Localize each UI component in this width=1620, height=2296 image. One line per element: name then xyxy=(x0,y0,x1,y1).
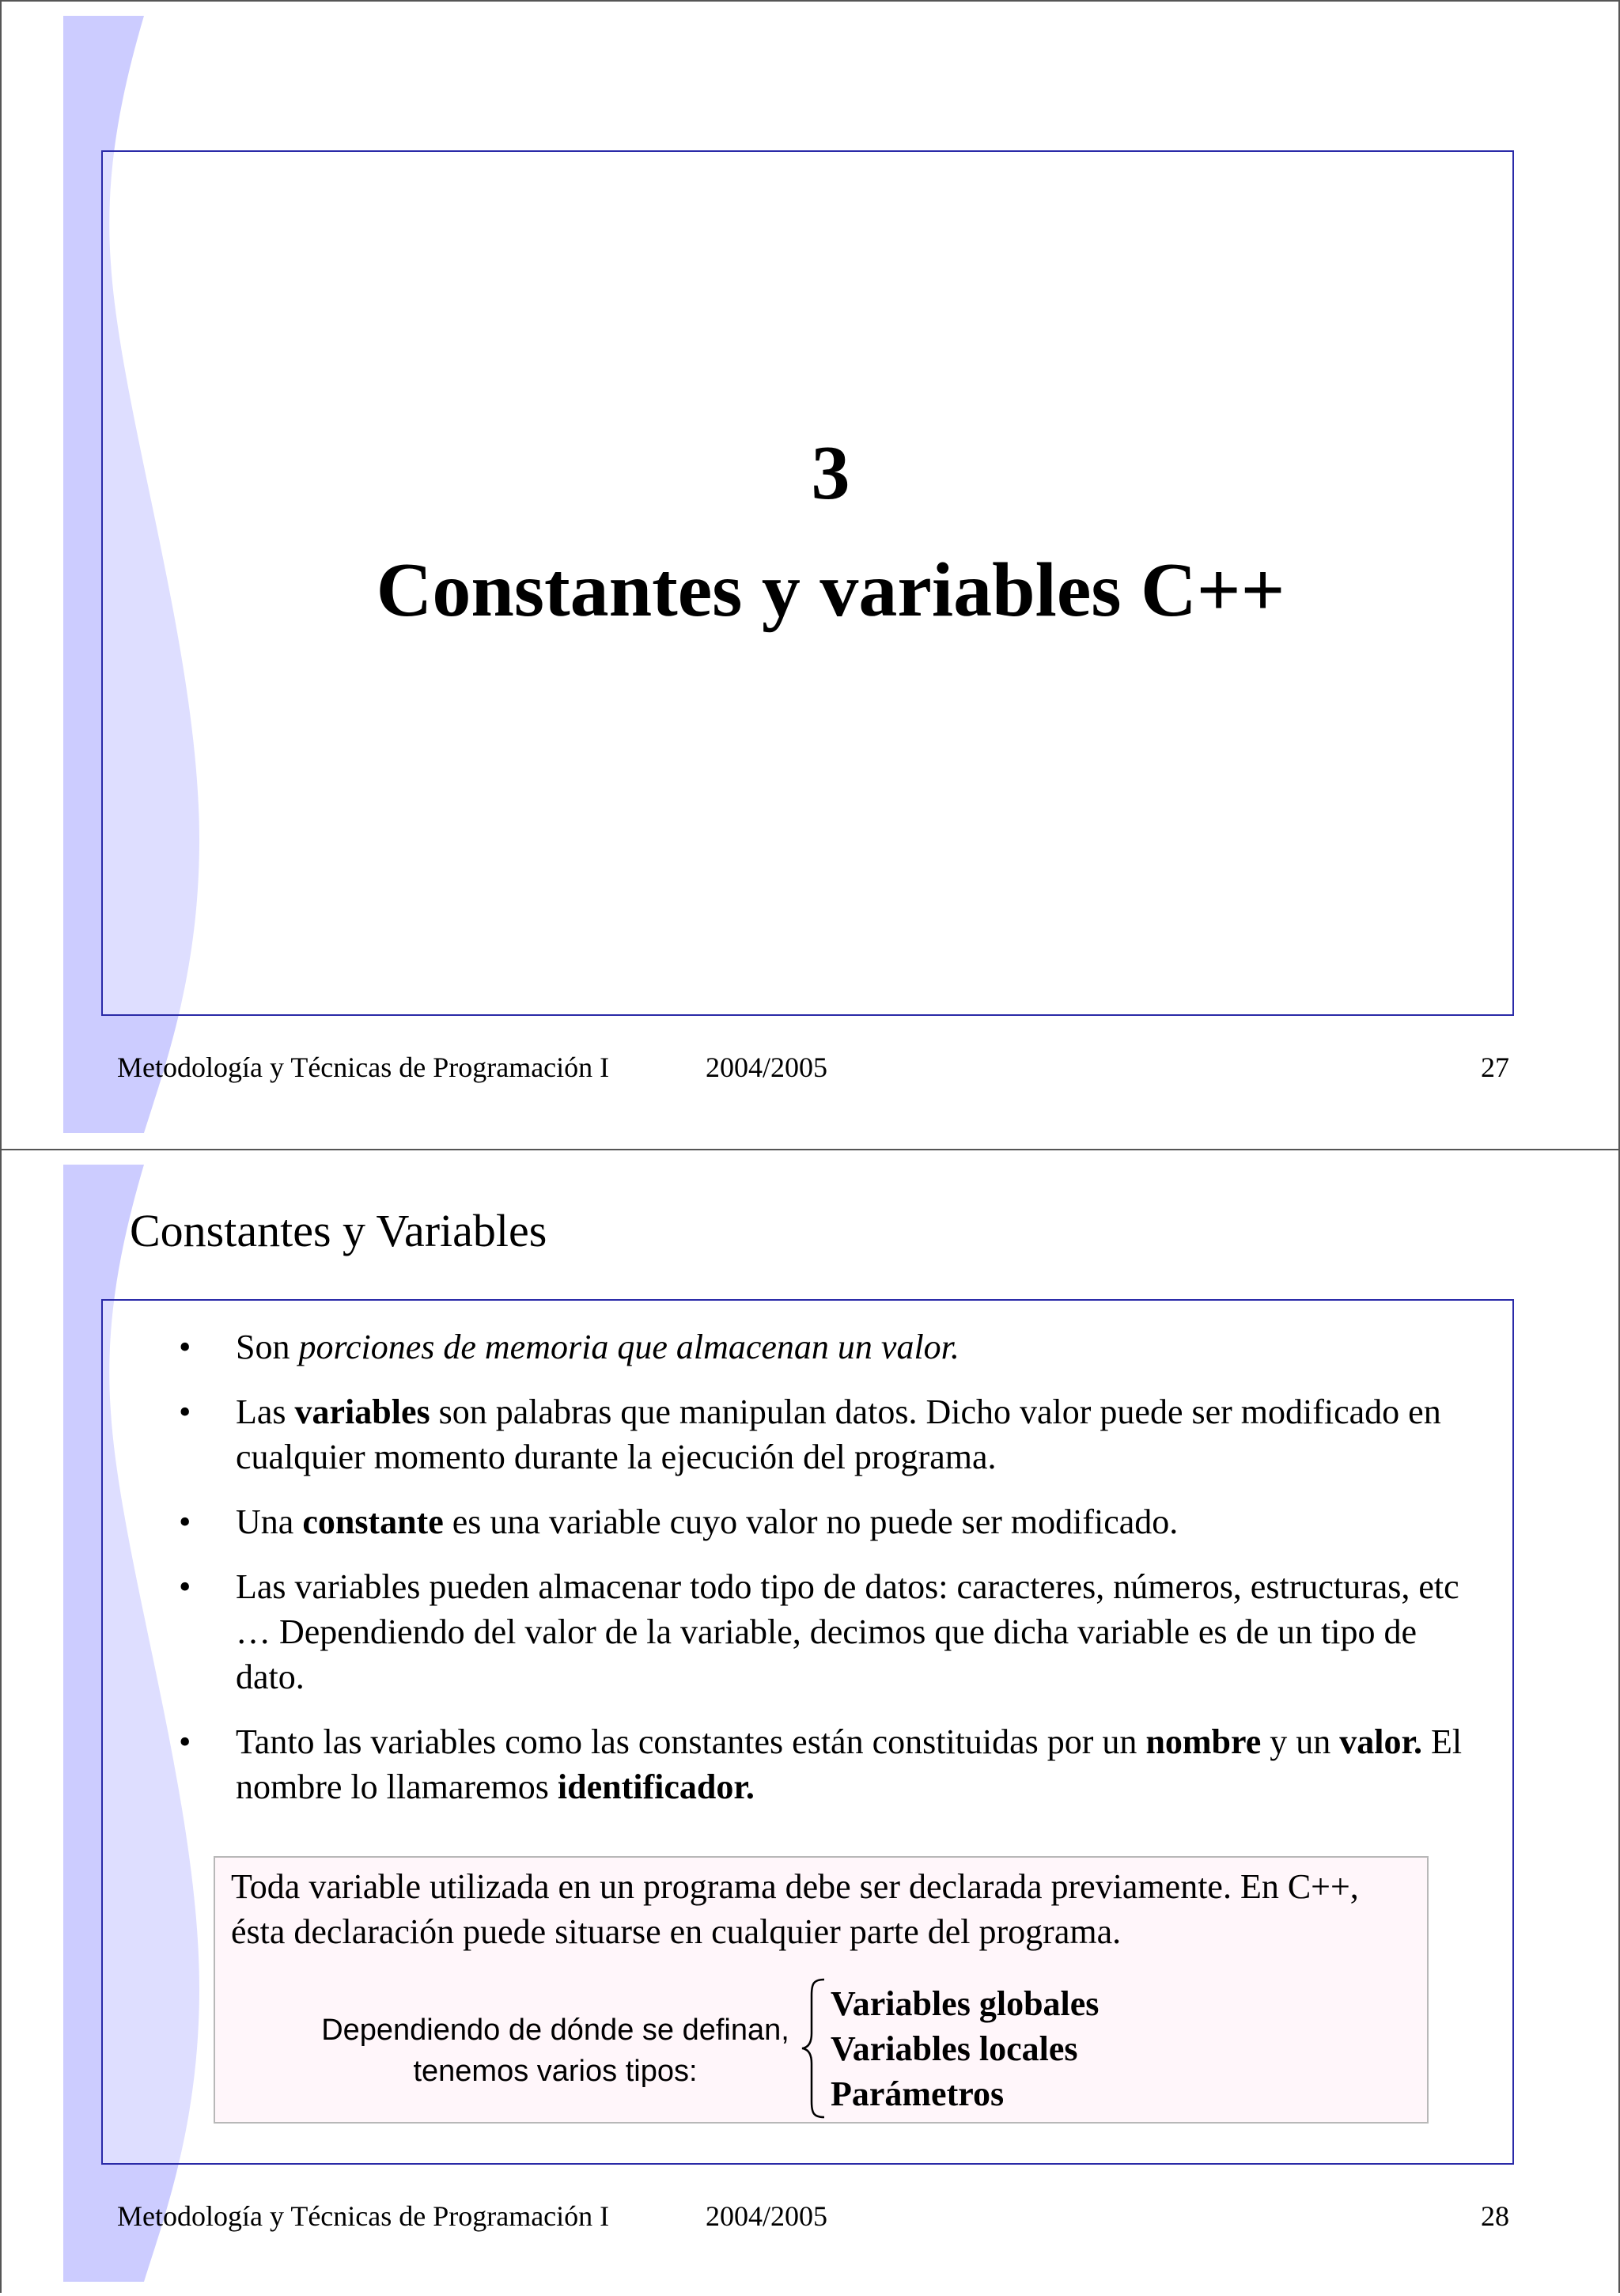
bullet-dot-icon: • xyxy=(179,1392,191,1431)
footer-course: Metodología y Técnicas de Programación I xyxy=(117,1051,610,1083)
variable-type-item: Variables locales xyxy=(831,2029,1078,2068)
variable-types-list xyxy=(831,1981,1099,2116)
curly-brace-icon xyxy=(799,1976,831,2120)
bullet-text: y un xyxy=(1261,1722,1340,1761)
bullet-text-bold: constante xyxy=(302,1502,444,1541)
footer-year: 2004/2005 xyxy=(706,2200,828,2232)
bullet-dot-icon: • xyxy=(179,1567,191,1606)
bullet-text: Las variables pueden almacenar todo tipo de datos: caracteres, números, estructuras, etc … Dependiendo del valor de la variable, decimos que dicha variable es de un tipo de dato. xyxy=(236,1567,1459,1696)
bullet-item xyxy=(176,1564,1481,1699)
note-types-caption xyxy=(310,2010,801,2092)
slide-28 xyxy=(2,1149,1618,2296)
chapter-title: Constantes y variables C++ xyxy=(376,547,1285,633)
caption-line: tenemos varios tipos: xyxy=(413,2055,698,2088)
variable-type-item: Variables globales xyxy=(831,1984,1100,2023)
note-text: Toda variable utilizada en un programa debe ser declarada previamente. En C++, ésta declaración puede situarse en cualquier parte del programa. xyxy=(231,1867,1359,1951)
bullet-item xyxy=(176,1389,1481,1480)
bullet-text: Las xyxy=(236,1392,295,1431)
chapter-number: 3 xyxy=(811,430,850,516)
bullet-item xyxy=(176,1324,1481,1370)
footer-page-number: 27 xyxy=(1481,1051,1509,1083)
bullet-dot-icon: • xyxy=(179,1328,191,1366)
bullet-item xyxy=(176,1719,1481,1809)
footer-course: Metodología y Técnicas de Programación I xyxy=(117,2200,610,2232)
bullet-text-bold: valor. xyxy=(1339,1722,1423,1761)
note-box xyxy=(214,1856,1429,2124)
slide-title: Constantes y Variables xyxy=(130,1205,547,1256)
bullet-text: Son xyxy=(236,1328,299,1366)
bullet-item xyxy=(176,1499,1481,1544)
caption-line: Dependiendo de dónde se definan, xyxy=(321,2014,789,2047)
bullet-text-bold: variables xyxy=(294,1392,430,1431)
bullet-text-bold: nombre xyxy=(1145,1722,1262,1761)
bullet-text-bold: identificador. xyxy=(557,1767,755,1806)
bullet-text-italic: porciones de memoria que almacenan un valor. xyxy=(298,1328,960,1366)
bullet-text: es una variable cuyo valor no puede ser modificado. xyxy=(443,1502,1179,1541)
bullet-dot-icon: • xyxy=(179,1722,191,1761)
bullet-list xyxy=(176,1324,1481,1829)
bullet-text: Tanto las variables como las constantes están constituidas por un xyxy=(236,1722,1146,1761)
footer-year: 2004/2005 xyxy=(706,1051,828,1083)
variable-type-item: Parámetros xyxy=(831,2074,1005,2113)
bullet-text: El nombre lo llamaremos xyxy=(236,1722,1463,1806)
bullet-text: son palabras que manipulan datos. Dicho valor puede ser modificado en cualquier momento durante la ejecución del programa. xyxy=(236,1392,1441,1476)
bullet-dot-icon: • xyxy=(179,1502,191,1541)
footer-page-number: 28 xyxy=(1481,2200,1509,2232)
slide-27 xyxy=(2,2,1618,1147)
bullet-text: Una xyxy=(236,1502,303,1541)
